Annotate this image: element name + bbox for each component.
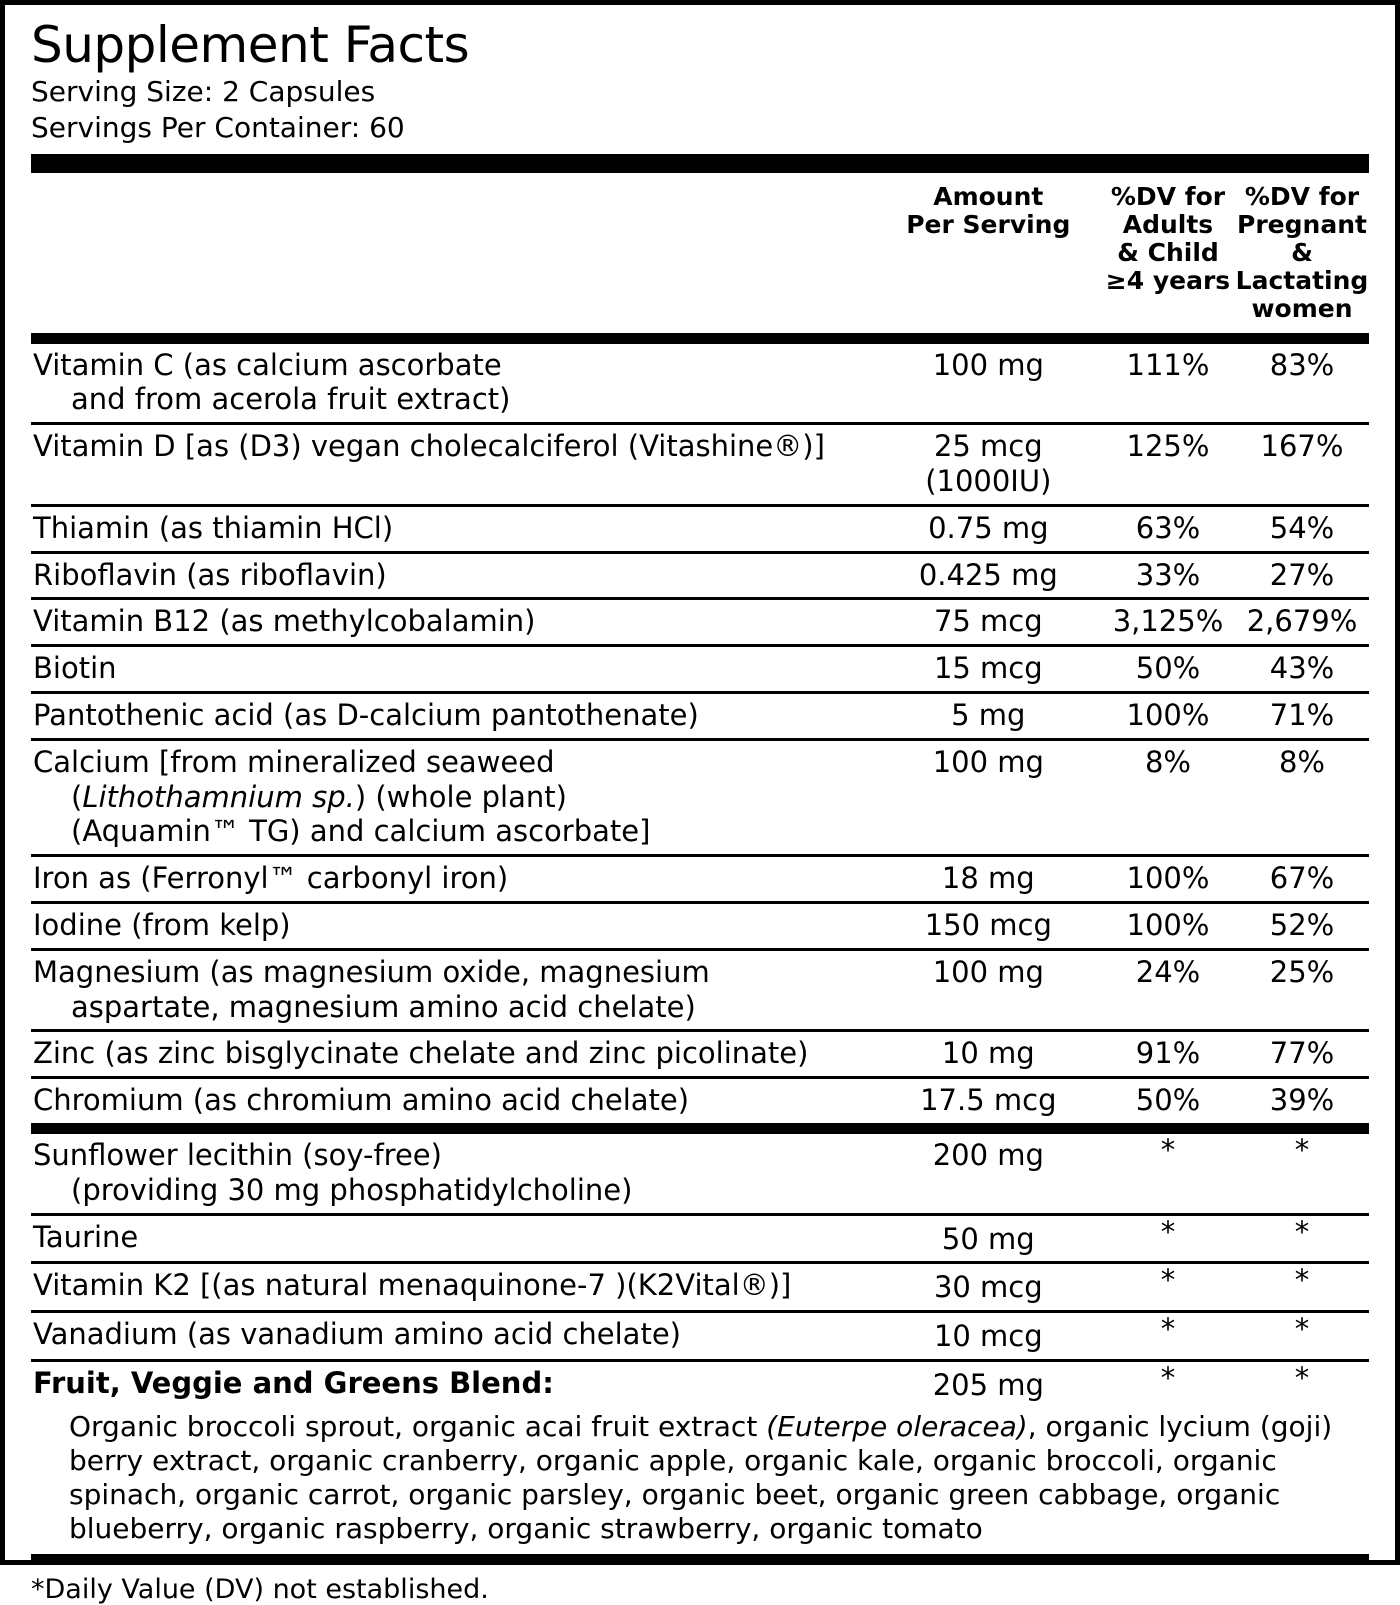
- nutrient-dv-pregnant: 54%: [1235, 505, 1369, 552]
- nutrient-amount: 100 mg: [876, 739, 1101, 855]
- header-dv-pregnant-line1: %DV for: [1244, 181, 1360, 211]
- nutrient-dv-pregnant: 67%: [1235, 856, 1369, 903]
- nutrient-dv-pregnant: 83%: [1235, 344, 1369, 424]
- nutrient-dv-adults: 33%: [1101, 552, 1235, 599]
- nutrient-name-line1: Calcium [from mineralized seaweed: [33, 744, 555, 779]
- nutrient-amount: 10 mcg: [876, 1312, 1101, 1361]
- servings-per-container: Servings Per Container: 60: [31, 110, 405, 144]
- nutrient-name-line1: Sunflower lecithin (soy-free): [33, 1138, 442, 1172]
- nutrient-name: [31, 1134, 876, 1214]
- table-row: [31, 552, 1369, 599]
- blend-body-post: , organic lycium (goji) berry extract, organic cranberry, organic apple, organic kale, organic broccoli, organic spinach, organic carrot, organic parsley, organic beet, organic green cabbage, organic blueberry, organic raspberry, organic strawberry, organic tomato: [69, 1409, 1333, 1546]
- divider-thick-top: [31, 154, 1369, 173]
- nutrient-dv-adults: 3,125%: [1101, 599, 1235, 646]
- nutrient-dv-adults: *: [1101, 1214, 1235, 1263]
- calcium-paren-close: ) (whole plant): [354, 779, 567, 814]
- table-row: [31, 739, 1369, 855]
- header-dv-pregnant-line2: Pregnant &: [1237, 209, 1367, 267]
- nutrient-name: Zinc (as zinc bisglycinate chelate and zinc picolinate): [31, 1031, 876, 1078]
- nutrient-dv-adults: 63%: [1101, 505, 1235, 552]
- nutrient-amount: 150 mcg: [876, 903, 1101, 950]
- nutrient-name: Taurine: [31, 1214, 876, 1263]
- nutrient-name: Vitamin K2 [(as natural menaquinone-7 )(K2Vital®)]: [31, 1263, 876, 1312]
- nutrient-dv-pregnant: *: [1235, 1214, 1369, 1263]
- table-row: [31, 949, 1369, 1031]
- table-row-blend-body: [31, 1408, 1369, 1555]
- table-row: [31, 1214, 1369, 1263]
- nutrient-amount: 18 mg: [876, 856, 1101, 903]
- table-row: [31, 1312, 1369, 1361]
- nutrient-dv-pregnant: *: [1235, 1263, 1369, 1312]
- divider-under-header: [31, 333, 1369, 344]
- nutrient-name-line1: Magnesium (as magnesium oxide, magnesium: [33, 954, 710, 989]
- nutrient-name: [31, 739, 876, 855]
- nutrient-dv-adults: 50%: [1135, 1083, 1201, 1118]
- nutrient-amount: 30 mcg: [876, 1263, 1101, 1312]
- header-dv-pregnant-line4: women: [1251, 293, 1353, 323]
- nutrient-name: Vanadium (as vanadium amino acid chelate): [31, 1312, 876, 1361]
- nutrient-name: Thiamin (as thiamin HCl): [31, 505, 876, 552]
- nutrient-dv-pregnant: 39%: [1269, 1083, 1335, 1118]
- nutrient-dv-adults: 100%: [1101, 693, 1235, 740]
- calcium-paren-open: (: [71, 779, 83, 814]
- table-row: [31, 1134, 1369, 1214]
- blend-ingredients: [31, 1408, 1369, 1555]
- serving-size: Serving Size: 2 Capsules: [31, 75, 376, 108]
- nutrient-name-line2: aspartate, magnesium amino acid chelate): [71, 989, 696, 1024]
- table-row: [31, 505, 1369, 552]
- divider-bottom: [31, 1554, 1369, 1565]
- nutrient-amount: 0.75 mg: [876, 505, 1101, 552]
- nutrient-name: [31, 949, 876, 1031]
- nutrient-amount: 25 mcg (1000IU): [876, 424, 1101, 506]
- nutrient-dv-pregnant: *: [1235, 1134, 1369, 1214]
- calcium-latin-name: Lithothamnium sp.: [82, 779, 355, 814]
- blend-body-latin: (Euterpe oleracea): [766, 1409, 1028, 1443]
- nutrient-name-line3: (Aquamin™ TG) and calcium ascorbate]: [71, 814, 651, 849]
- nutrient-dv-adults: 111%: [1101, 344, 1235, 424]
- nutrient-dv-adults: *: [1101, 1263, 1235, 1312]
- table-row: [31, 903, 1369, 950]
- nutrient-amount: 15 mcg: [876, 646, 1101, 693]
- nutrient-name: Vitamin B12 (as methylcobalamin): [31, 599, 876, 646]
- nutrient-name: Chromium (as chromium amino acid chelate): [33, 1083, 690, 1118]
- nutrient-dv-pregnant: 25%: [1235, 949, 1369, 1031]
- table-row: [31, 856, 1369, 903]
- nutrient-dv-adults: 8%: [1101, 739, 1235, 855]
- header-dv-adults: [1101, 173, 1235, 333]
- header-dv-pregnant-line3: Lactating: [1235, 265, 1369, 295]
- header-dv-adults-line4: ≥4 years: [1105, 265, 1231, 295]
- nutrient-dv-adults: 100%: [1101, 903, 1235, 950]
- blend-amount: 205 mg: [932, 1367, 1044, 1402]
- nutrient-dv-pregnant: 2,679%: [1235, 599, 1369, 646]
- nutrient-name: [31, 344, 876, 424]
- nutrient-dv-pregnant: 52%: [1235, 903, 1369, 950]
- nutrient-dv-pregnant: 71%: [1235, 693, 1369, 740]
- nutrient-name-line2: [33, 780, 872, 815]
- nutrient-dv-pregnant: 8%: [1235, 739, 1369, 855]
- header-amount-per-serving: [876, 173, 1101, 333]
- table-row: [31, 1263, 1369, 1312]
- nutrient-name: Biotin: [31, 646, 876, 693]
- nutrient-amount: 0.425 mg: [876, 552, 1101, 599]
- table-row: [31, 693, 1369, 740]
- table-row: [31, 424, 1369, 506]
- nutrient-dv-pregnant: 167%: [1235, 424, 1369, 506]
- blend-dv-pregnant: *: [1294, 1360, 1310, 1395]
- nutrient-dv-pregnant: 27%: [1235, 552, 1369, 599]
- nutrient-name: Pantothenic acid (as D-calcium pantothenate): [31, 693, 876, 740]
- header-dv-adults-line1: %DV for: [1110, 181, 1226, 211]
- table-row-blend: [31, 1360, 1369, 1407]
- nutrient-dv-pregnant: *: [1235, 1312, 1369, 1361]
- header-amount-line2: Per Serving: [906, 209, 1071, 239]
- header-dv-adults-line3: & Child: [1117, 237, 1219, 267]
- nutrient-dv-adults: *: [1101, 1312, 1235, 1361]
- nutrient-amount: 5 mg: [876, 693, 1101, 740]
- nutrient-amount: 17.5 mcg: [920, 1083, 1057, 1118]
- header-amount-line1: Amount: [933, 181, 1044, 211]
- nutrient-amount: 10 mg: [876, 1031, 1101, 1078]
- table-row: [31, 1078, 1369, 1123]
- facts-table: [31, 173, 1369, 333]
- nutrient-name: Vitamin D [as (D3) vegan cholecalciferol (Vitashine®)]: [31, 424, 876, 506]
- nutrient-amount: 75 mcg: [876, 599, 1101, 646]
- nutrient-dv-pregnant: 77%: [1235, 1031, 1369, 1078]
- table-row: [31, 646, 1369, 693]
- nutrient-dv-adults: 50%: [1101, 646, 1235, 693]
- table-row: [31, 599, 1369, 646]
- nutrient-dv-adults: 125%: [1101, 424, 1235, 506]
- nutrients-table: [31, 344, 1369, 1123]
- nutrient-dv-adults: 91%: [1101, 1031, 1235, 1078]
- blend-dv-adults: *: [1160, 1360, 1176, 1395]
- nutrient-dv-adults: 24%: [1101, 949, 1235, 1031]
- nutrient-name-line1: Vitamin C (as calcium ascorbate: [33, 347, 502, 382]
- blend-title: Fruit, Veggie and Greens Blend:: [33, 1365, 554, 1400]
- other-ingredients-table: [31, 1134, 1369, 1554]
- nutrient-name-line2: and from acerola fruit extract): [71, 382, 511, 417]
- nutrient-amount: 100 mg: [876, 949, 1101, 1031]
- nutrient-dv-adults: *: [1101, 1134, 1235, 1214]
- nutrient-dv-adults: 100%: [1101, 856, 1235, 903]
- nutrient-name: Iron as (Ferronyl™ carbonyl iron): [31, 856, 876, 903]
- header-blank: [31, 173, 876, 333]
- page-title: Supplement Facts: [31, 16, 470, 74]
- nutrient-amount: 100 mg: [876, 344, 1101, 424]
- table-row: [31, 344, 1369, 424]
- header-dv-adults-line2: Adults: [1122, 209, 1214, 239]
- nutrient-amount: 200 mg: [876, 1134, 1101, 1214]
- nutrient-dv-pregnant: 43%: [1235, 646, 1369, 693]
- header-dv-pregnant: [1235, 173, 1369, 333]
- nutrient-name: Riboflavin (as riboflavin): [31, 552, 876, 599]
- table-row: [31, 1031, 1369, 1078]
- table-header-row: [31, 173, 1369, 333]
- nutrient-amount: 50 mg: [876, 1214, 1101, 1263]
- nutrient-name-line2: (providing 30 mg phosphatidylcholine): [71, 1172, 633, 1207]
- nutrient-name: Iodine (from kelp): [31, 903, 876, 950]
- blend-body-pre: Organic broccoli sprout, organic acai fruit extract: [69, 1409, 767, 1443]
- footnote: *Daily Value (DV) not established.: [31, 1574, 489, 1605]
